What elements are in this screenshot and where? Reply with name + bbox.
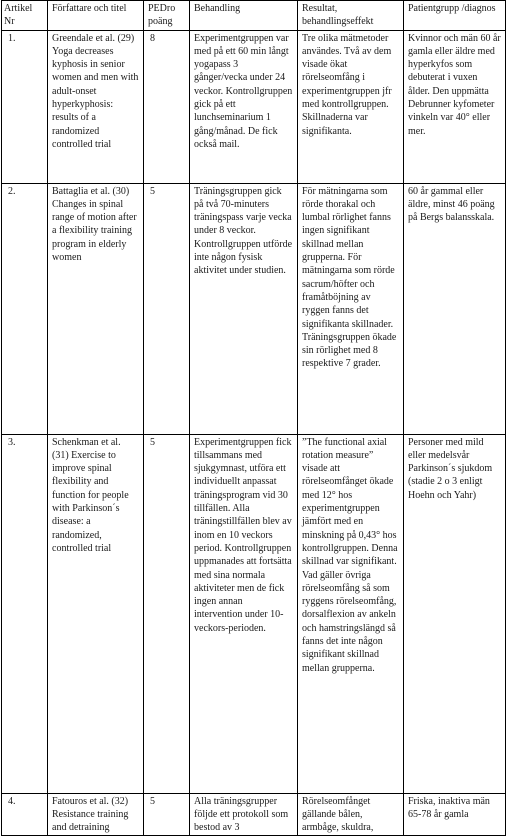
table-row xyxy=(2,30,506,183)
cell-result: Rörelseomfånget gällande bålen, armbåge, skuldra, xyxy=(298,793,404,836)
cell-result: ”The functional axial rotation measure” visade att rörelseomfånget ökade med 12° hos experimentgruppen jämfört med en minskning på 0,43° hos kontrollgruppen. Denna skillnad var signifikant. Vad gäller övriga rörelseomfång så som ryggens rörelseomfång, dorsalflexion av ankeln och hamstringslängd så fanns det inte någon signifikant skillnad mellan grupperna. xyxy=(298,434,404,793)
cell-result: Tre olika mätmetoder användes. Två av dem visade ökat rörelseomfång i experimentgruppen jfr med kontrollgruppen. Skillnaderna var signifikanta. xyxy=(298,30,404,183)
cell-author-title: Schenkman et al. (31) Exercise to improve spinal flexibility and function for people with Parkinson´s disease: a randomized, controlled trial xyxy=(48,434,144,793)
cell-article-nr: 4. xyxy=(2,793,48,836)
cell-treatment: Träningsgruppen gick på två 70-minuters träningspass varje vecka under 8 veckor. Kontrollgruppen utförde inte någon fysisk aktivitet under studien. xyxy=(190,183,298,434)
header-article-nr: Artikel Nr xyxy=(2,1,48,31)
header-row xyxy=(2,1,506,31)
header-pedro-score: PEDro poäng xyxy=(144,1,190,31)
cell-pedro-score: 5 xyxy=(144,183,190,434)
cell-author-title: Greendale et al. (29) Yoga decreases kyphosis in senior women and men with adult-onset hyperkyphosis: results of a randomized controlled trial xyxy=(48,30,144,183)
cell-patient-group: Personer med mild eller medelsvår Parkinson´s sjukdom (stadie 2 o 3 enligt Hoehn och Yahr) xyxy=(404,434,506,793)
cell-treatment: Experimentgruppen var med på ett 60 min långt yogapass 3 gånger/vecka under 24 veckor. Kontrollgruppen gick på ett lunchseminarium 1 gång/månad. De fick också mail. xyxy=(190,30,298,183)
header-result: Resultat, behandlingseffekt xyxy=(298,1,404,31)
cell-author-title: Battaglia et al. (30) Changes in spinal range of motion after a flexibility training program in elderly women xyxy=(48,183,144,434)
cell-article-nr: 1. xyxy=(2,30,48,183)
cell-patient-group: 60 år gammal eller äldre, minst 46 poäng på Bergs balansskala. xyxy=(404,183,506,434)
cell-treatment: Alla träningsgrupper följde ett protokoll som bestod av 3 xyxy=(190,793,298,836)
header-author-title: Författare och titel xyxy=(48,1,144,31)
cell-pedro-score: 5 xyxy=(144,793,190,836)
cell-result: För mätningarna som rörde thorakal och lumbal rörlighet fanns ingen signifikant skillnad mellan grupperna. För mätningarna som rörde sacrum/höfter och framåtböjning av ryggen fanns det signifikanta skillnader. Träningsgruppen ökade sin rörlighet med 8 respektive 7 grader. xyxy=(298,183,404,434)
cell-article-nr: 3. xyxy=(2,434,48,793)
cell-article-nr: 2. xyxy=(2,183,48,434)
cell-pedro-score: 5 xyxy=(144,434,190,793)
cell-treatment: Experimentgruppen fick tillsammans med sjukgymnast, utföra ett individuellt anpassat träningsprogram vid 30 tillfällen. Alla träningstillfällen blev av inom en 10 veckors period. Kontrollgruppen uppmanades att fortsätta med sina normala aktiviteter men de fick ingen annan intervention under 10-veckors-perioden. xyxy=(190,434,298,793)
cell-patient-group: Friska, inaktiva män 65-78 år gamla xyxy=(404,793,506,836)
header-patient-group: Patientgrupp /diagnos xyxy=(404,1,506,31)
table-row xyxy=(2,183,506,434)
table-row xyxy=(2,793,506,836)
studies-table xyxy=(1,0,506,836)
table-row xyxy=(2,434,506,793)
cell-pedro-score: 8 xyxy=(144,30,190,183)
cell-author-title: Fatouros et al. (32) Resistance training and detraining xyxy=(48,793,144,836)
header-treatment: Behandling xyxy=(190,1,298,31)
cell-patient-group: Kvinnor och män 60 år gamla eller äldre med hyperkyfos som debuterat i vuxen ålder. Den uppmätta Debrunner kyfometer vinkeln var 40° eller mer. xyxy=(404,30,506,183)
